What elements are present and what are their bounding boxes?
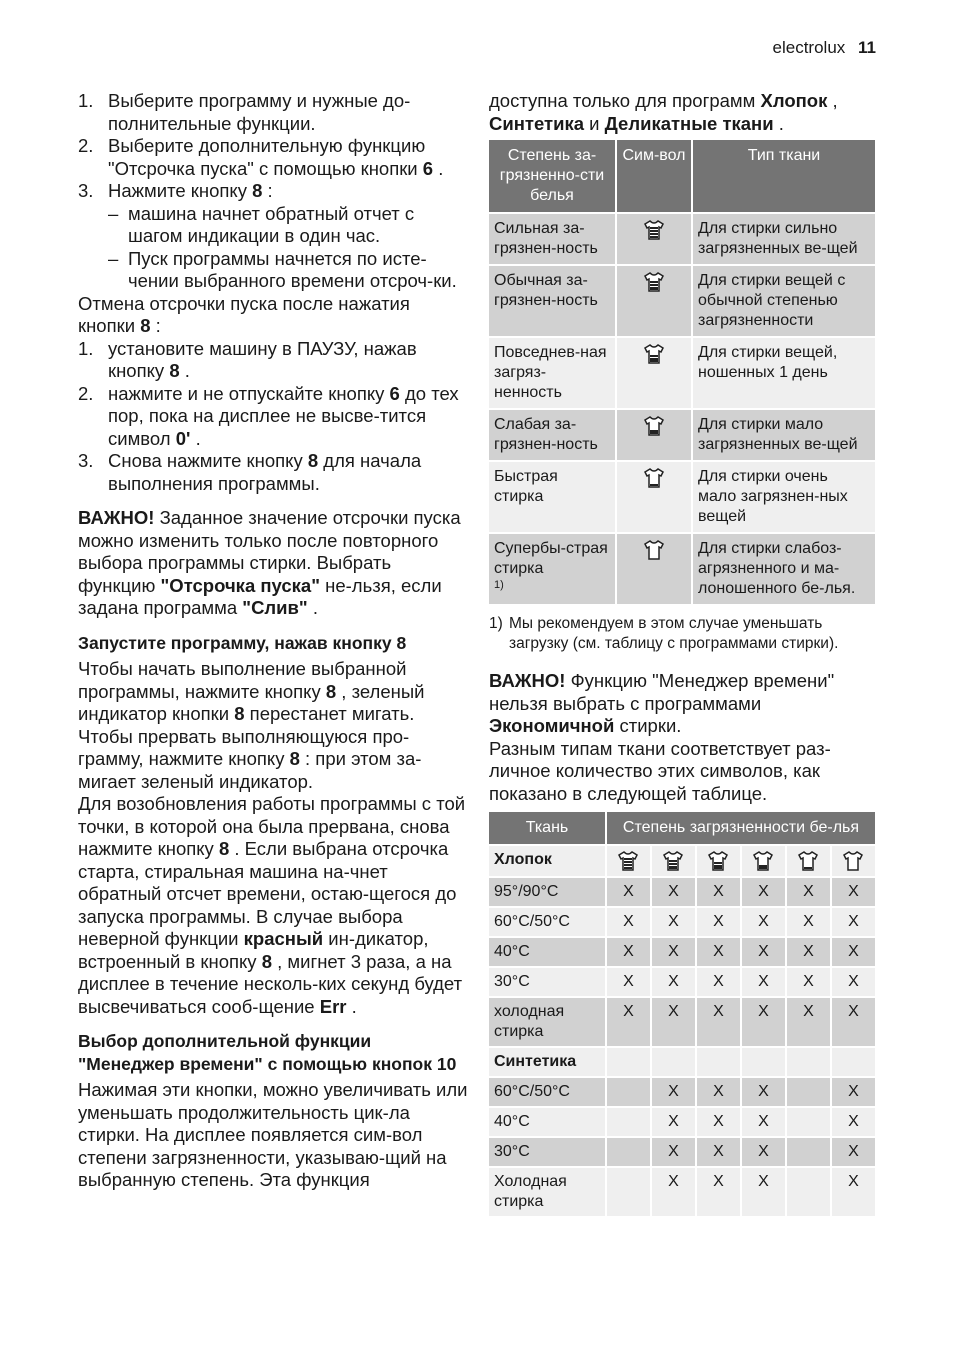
table-group-row: Синтетика — [489, 1048, 875, 1076]
page-header — [773, 38, 876, 58]
column-header: Сим-вол — [617, 140, 691, 212]
table-row: 60°C/50°C X X X X — [489, 1078, 875, 1106]
shirt-level-1-icon — [842, 850, 864, 872]
time-manager-paragraph: Нажимая эти кнопки, можно увеличивать или уменьшать продолжительность цик-ла стирки. На дисплее появляется сим-вол степени загрязненности, указываю-щий на выбранную степень. Эта функция — [78, 1079, 468, 1190]
resume-paragraph: Для возобновления работы программы с той точки, в которой она была прервана, снова нажмите кнопку 8 . Если выбрана отсрочка старта, стиральная машина на-чнет обратный отсчет времени, остаю-щегося до запуска программы. В случае выбора неверной функции красный ин-дикатор, встроенный в кнопку 8 , мигнет 3 раза, а на дисплее в течение несколь-ких секунд будет высвечиваться сооб-щение Err . — [78, 793, 466, 1017]
list-item: 3. Нажмите кнопку 8 : — [78, 180, 273, 201]
shirt-level-3-icon — [752, 850, 774, 872]
table-row: Холодная стирка X X X X — [489, 1168, 875, 1216]
delay-steps-list — [78, 90, 468, 293]
sub-item: – Пуск программы начнется по исте-чении выбранного времени отсроч-ки. — [108, 247, 457, 291]
table-row: Обычная за-грязнен-ность Для стирки вещей с обычной степенью загрязненности — [489, 266, 875, 336]
table-row: 30°C X X X X X X — [489, 968, 875, 996]
important-note: ВАЖНО! Заданное значение отсрочки пуска можно изменить только после повторного выбора программы стирки. Выбрать функцию "Отсрочка пуска" не-льзя, если задана программа "Слив" . — [78, 507, 461, 618]
sub-item: – машина начнет обратный отчет с шагом индикации в один час. — [108, 202, 415, 246]
table-row: 95°/90°C X X X X X X — [489, 878, 875, 906]
table-row: Быстрая стирка Для стирки очень мало загрязнен-ных вещей — [489, 462, 875, 532]
brand-name: electrolux — [772, 38, 846, 57]
right-column — [489, 90, 877, 1218]
important-note-2: ВАЖНО! Функцию "Менеджер времени" нельзя выбрать с программами Экономичной стирки. — [489, 670, 835, 736]
list-item: 3. Снова нажмите кнопку 8 для начала выполнения программы. — [78, 450, 422, 494]
page-number: 11 — [858, 38, 876, 57]
footnote-mark: 1) — [494, 579, 504, 591]
symbols-paragraph: Разным типам ткани соответствует раз-личное количество этих символов, как показано в следующей таблице. — [489, 737, 831, 804]
table-row: 60°C/50°C X X X X X X — [489, 908, 875, 936]
table-row: Слабая за-грязнен-ность Для стирки мало загрязненных ве-щей — [489, 410, 875, 460]
list-item: 1. установите машину в ПАУЗУ, нажав кнопку 8 . — [78, 337, 417, 381]
table-row: 30°C X X X X — [489, 1138, 875, 1166]
list-item: 1. Выберите программу и нужные до-полнительные функции. — [78, 90, 411, 134]
shirt-level-2-icon — [643, 467, 665, 489]
shirt-level-1-icon — [643, 539, 665, 561]
fabric-soil-table — [487, 810, 877, 1218]
section-heading-time-manager: Выбор дополнительной функции "Менеджер времени" с помощью кнопок 10 — [78, 1031, 457, 1074]
footnote: 1) Мы рекомендуем в этом случае уменьшать загрузку (см. таблицу с программами стирки). — [489, 615, 839, 652]
key-ref: 6 — [422, 157, 434, 179]
table-header-row — [489, 812, 875, 844]
soil-level-table — [487, 138, 877, 606]
shirt-level-4-icon — [707, 850, 729, 872]
column-header: Степень загрязненности бе-лья — [607, 812, 875, 844]
table-row: холодная стирка X X X X X X — [489, 998, 875, 1046]
table-row: Повседнев-ная загряз-ненность Для стирки вещей, ношенных 1 день — [489, 338, 875, 408]
shirt-level-3-icon — [643, 415, 665, 437]
table-row: 40°C X X X X — [489, 1108, 875, 1136]
table-row: Сильная за-грязнен-ность Для стирки сильно загрязненных ве-щей — [489, 214, 875, 264]
table-group-row: Хлопок — [489, 846, 875, 876]
key-ref: 8 — [252, 180, 263, 201]
column-header: Ткань — [489, 812, 605, 844]
shirt-level-2-icon — [797, 850, 819, 872]
shirt-level-6-icon — [643, 219, 665, 241]
start-paragraph: Чтобы начать выполнение выбранной программы, нажмите кнопку 8 , зеленый индикатор кнопки 8 перестанет мигать. Чтобы прервать выполняющуюся про-грамму, нажмите кнопку 8 : при этом за-мигает зеленый индикатор. — [78, 658, 425, 792]
list-item: 2. Выберите дополнительную функцию "Отсрочка пуска" с помощью кнопки 6 . — [78, 135, 444, 179]
left-column — [78, 90, 468, 1192]
cancel-steps-list — [78, 338, 468, 496]
column-header: Степень за-грязненно-сти белья — [489, 140, 615, 212]
shirt-level-6-icon — [617, 850, 639, 872]
cancel-intro: Отмена отсрочки пуска после нажатия кнопки 8 : — [78, 292, 410, 336]
shirt-level-4-icon — [643, 343, 665, 365]
section-heading-start: Запустите программу, нажав кнопку 8 — [78, 632, 407, 653]
shirt-level-5-icon — [662, 850, 684, 872]
list-item: 2. нажмите и не отпускайте кнопку 6 до тех пор, пока на дисплее не высве-тится символ 0' . — [78, 382, 459, 449]
table-row: Супербы-страя стирка 1) Для стирки слабоз-агрязненного и ма-лоношенного бе-лья. — [489, 534, 875, 604]
column-header: Тип ткани — [693, 140, 875, 212]
table-header-row — [489, 140, 875, 212]
shirt-level-5-icon — [643, 271, 665, 293]
table-row: 40°C X X X X X X — [489, 938, 875, 966]
intro-paragraph: доступна только для программ Хлопок , Синтетика и Деликатные ткани . — [489, 90, 838, 134]
